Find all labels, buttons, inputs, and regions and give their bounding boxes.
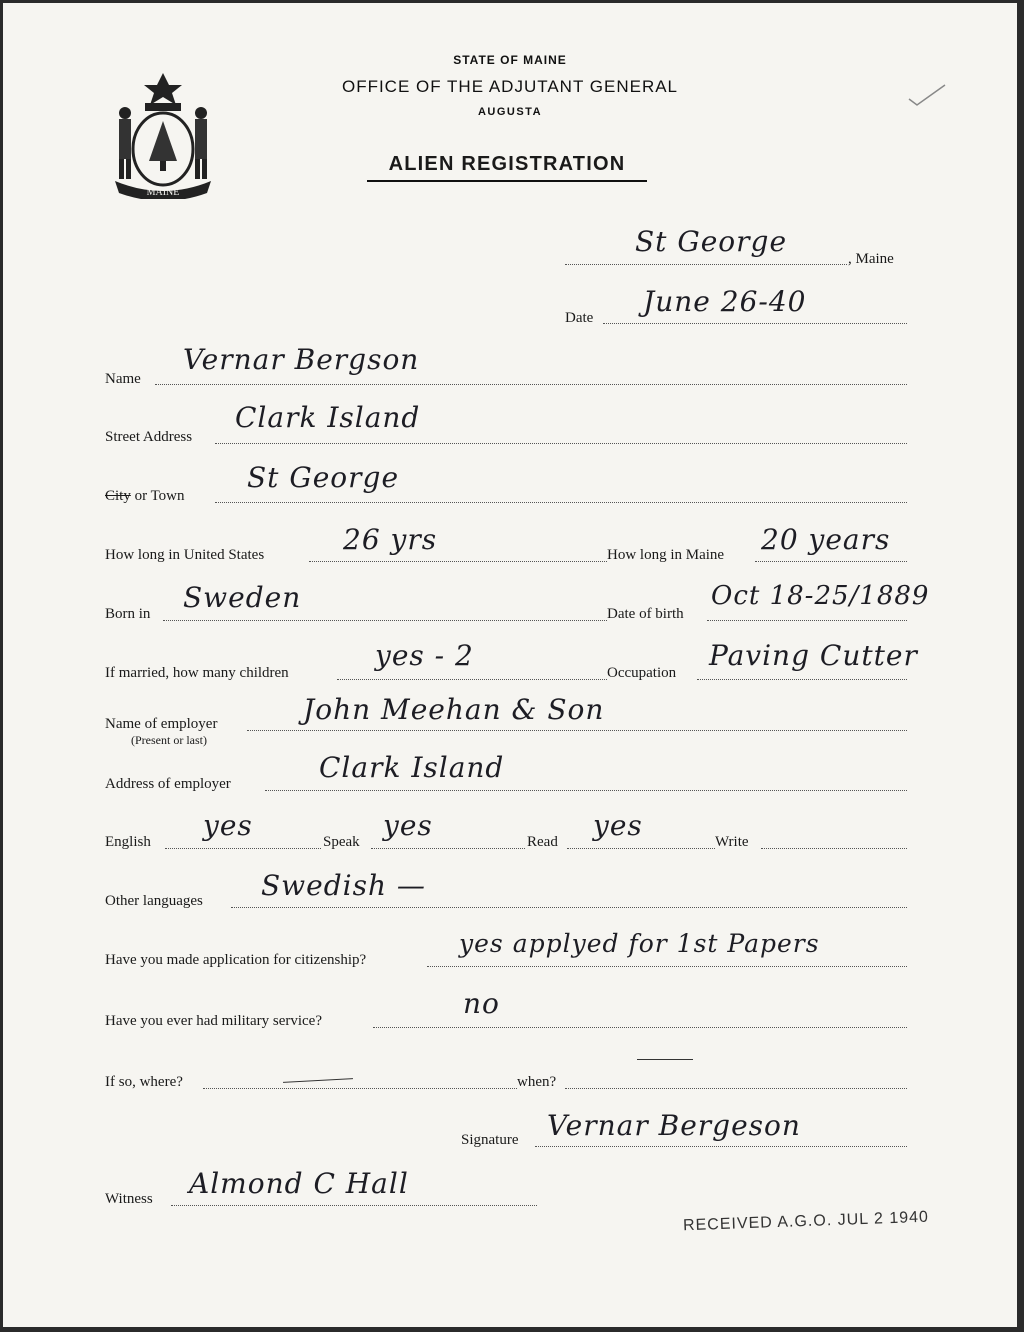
english-line — [165, 848, 321, 849]
name-line — [155, 384, 907, 385]
when-label: when? — [517, 1074, 557, 1090]
witness-line — [171, 1205, 537, 1206]
how-long-us-line — [309, 561, 607, 562]
town-label: or Town — [130, 488, 185, 504]
where-dash — [283, 1078, 353, 1083]
married-line — [337, 679, 607, 680]
registration-form — [3, 3, 1017, 1327]
read-line — [567, 848, 715, 849]
how-long-maine-value: 20 years — [761, 523, 891, 556]
date-of-birth-line — [707, 620, 907, 621]
city-line — [215, 502, 907, 503]
when-line — [565, 1088, 907, 1089]
town-line — [565, 264, 847, 265]
military-value: no — [463, 987, 500, 1020]
speak-value: yes — [383, 809, 433, 842]
city-label — [105, 488, 185, 505]
street-line — [215, 443, 907, 444]
military-line — [373, 1027, 907, 1028]
city-struck-label: City — [105, 488, 131, 504]
header-office: OFFICE OF THE ADJUTANT GENERAL — [341, 77, 679, 96]
citizenship-line — [427, 966, 907, 967]
header-city: AUGUSTA — [477, 106, 543, 118]
employer-address-value: Clark Island — [319, 751, 505, 784]
employer-address-label: Address of employer — [105, 776, 231, 792]
witness-value: Almond C Hall — [189, 1167, 409, 1200]
svg-text:MAINE: MAINE — [146, 187, 180, 198]
occupation-value: Paving Cutter — [709, 639, 918, 672]
maine-label: , Maine — [848, 251, 894, 267]
city-value: St George — [247, 461, 400, 494]
speak-line — [371, 848, 525, 849]
english-label: English — [105, 834, 151, 850]
born-in-value: Sweden — [183, 581, 302, 614]
other-languages-line — [231, 907, 907, 908]
english-value: yes — [203, 809, 253, 842]
how-long-maine-label: How long in Maine — [607, 547, 725, 563]
date-of-birth-label: Date of birth — [607, 606, 684, 622]
town-value: St George — [635, 225, 788, 258]
occupation-label: Occupation — [607, 665, 677, 681]
received-stamp: RECEIVED A.G.O. JUL 2 1940 — [682, 1208, 930, 1235]
other-languages-label: Other languages — [105, 893, 203, 909]
date-value: June 26-40 — [643, 285, 807, 318]
married-value: yes - 2 — [375, 639, 474, 672]
citizenship-value: yes applyed for 1st Papers — [459, 929, 820, 958]
born-in-label: Born in — [105, 606, 151, 622]
read-value: yes — [593, 809, 643, 842]
how-long-maine-line — [755, 561, 907, 562]
date-of-birth-value: Oct 18-25/1889 — [711, 581, 930, 611]
header-state: STATE OF MAINE — [453, 53, 567, 67]
read-label: Read — [527, 834, 558, 850]
signature-label: Signature — [461, 1132, 519, 1148]
street-label: Street Address — [105, 429, 193, 445]
date-line — [603, 323, 907, 324]
married-label: If married, how many children — [105, 665, 289, 681]
when-dash — [637, 1059, 693, 1060]
speak-label: Speak — [323, 834, 360, 850]
employer-line — [247, 730, 907, 731]
write-line — [761, 848, 907, 849]
check-mark-icon — [907, 81, 947, 107]
employer-note: (Present or last) — [131, 733, 207, 747]
signature-value: Vernar Bergeson — [547, 1109, 801, 1142]
name-value: Vernar Bergson — [183, 343, 420, 376]
employer-value: John Meehan & Son — [303, 693, 605, 726]
employer-label: Name of employer — [105, 716, 218, 732]
employer-address-line — [265, 790, 907, 791]
how-long-us-value: 26 yrs — [343, 523, 438, 556]
occupation-line — [697, 679, 907, 680]
other-languages-value: Swedish — — [261, 869, 426, 902]
where-line — [203, 1088, 517, 1089]
how-long-us-label: How long in United States — [105, 547, 265, 563]
date-label: Date — [565, 310, 594, 326]
signature-line — [535, 1146, 907, 1147]
form-title: ALIEN REGISTRATION — [367, 153, 647, 182]
name-label: Name — [105, 371, 141, 387]
where-label: If so, where? — [105, 1074, 183, 1090]
citizenship-label: Have you made application for citizenship? — [105, 952, 367, 968]
born-in-line — [163, 620, 607, 621]
military-label: Have you ever had military service? — [105, 1013, 322, 1029]
witness-label: Witness — [105, 1191, 153, 1207]
street-value: Clark Island — [235, 401, 421, 434]
write-label: Write — [715, 834, 749, 850]
